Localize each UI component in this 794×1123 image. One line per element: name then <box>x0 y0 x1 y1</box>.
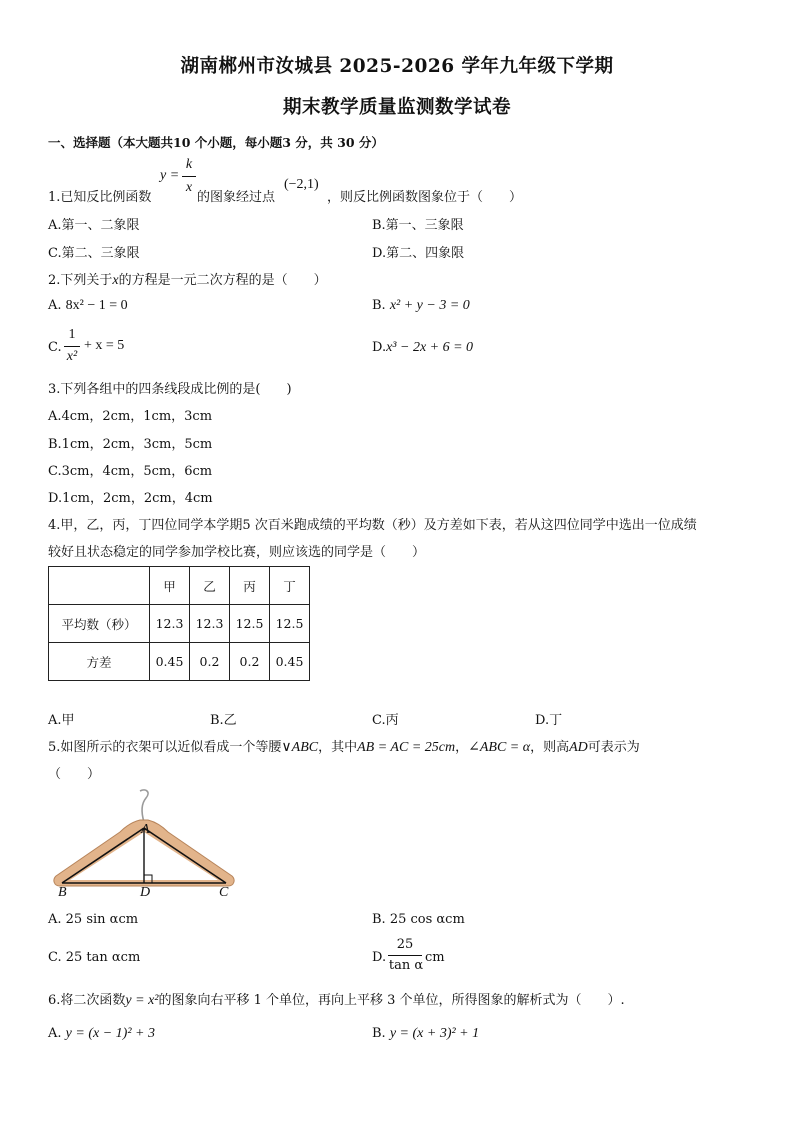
q5-option-d-label: D. <box>372 950 387 965</box>
q3-option-a: A.4cm，2cm，1cm，3cm <box>48 409 213 424</box>
table-cell: 12.5 <box>230 605 270 643</box>
q1-formula-den: x <box>185 180 193 195</box>
q2-option-b-label: B. <box>372 298 386 313</box>
q5-option-d-unit: cm <box>425 950 445 965</box>
q1-option-a: A.第一、二象限 <box>48 218 140 233</box>
table-cell: 0.45 <box>150 643 190 681</box>
q2-option-b <box>372 298 470 314</box>
q5-option-d-fraction-bar <box>388 955 422 956</box>
question-4-stem-line1: 4.甲，乙，丙，丁四位同学本学期5 次百米跑成绩的平均数（秒）及方差如下表，若从这四位同学中选出一位成绩 <box>48 518 697 533</box>
q6-stem-b: 的图象向右平移 1 个单位，再向上平移 3 个单位，所得图象的解析式为（ ）. <box>158 993 625 1008</box>
table-cell: 丙 <box>230 567 270 605</box>
q5-stem-line2: （ ） <box>48 767 101 782</box>
q5-stem-angle: ∠ABC = α <box>468 740 531 755</box>
question-4-stem-line2: 较好且状态稳定的同学参加学校比赛，则应该选的同学是（ ） <box>48 545 426 560</box>
q5-stem-b: ，其中 <box>318 740 358 755</box>
table-cell: 乙 <box>190 567 230 605</box>
question-3-stem: 3.下列各组中的四条线段成比例的是( ) <box>48 382 292 397</box>
table-cell <box>49 567 150 605</box>
q2-option-c-fraction-bar <box>64 346 80 347</box>
q3-option-d: D.1cm，2cm，2cm，4cm <box>48 491 213 506</box>
q1-stem-a: 1.已知反比例函数 <box>48 190 152 205</box>
fig-label-c: C <box>219 885 229 900</box>
q4-option-d: D.丁 <box>535 713 563 728</box>
q2-option-a-label: A. <box>48 298 62 313</box>
fig-label-a: A <box>141 822 150 837</box>
table-cell: 丁 <box>270 567 310 605</box>
q1-formula-y: y = <box>160 168 180 183</box>
q2-stem-var: x <box>112 273 119 288</box>
q1-option-d: D.第二、四象限 <box>372 246 465 261</box>
q2-option-a-expr: 8x² − 1 = 0 <box>65 298 128 313</box>
table-cell: 平均数（秒） <box>49 605 150 643</box>
q1-option-c: C.第二、三象限 <box>48 246 140 261</box>
q5-stem-e: 可表示为 <box>587 740 640 755</box>
q3-option-b: B.1cm，2cm，3cm，5cm <box>48 437 213 452</box>
exam-title-line1: 湖南郴州市汝城县 2025-2026 学年九年级下学期 <box>180 56 614 77</box>
q2-option-d-label: D. <box>372 340 387 355</box>
q1-stem-b: 的图象经过点 <box>197 190 276 205</box>
q5-option-b: B. 25 cos αcm <box>372 912 465 927</box>
question-6-stem <box>48 989 625 1009</box>
q6-option-b-label: B. <box>372 1026 386 1041</box>
table-cell: 0.45 <box>270 643 310 681</box>
q5-option-d-num: 25 <box>396 937 414 952</box>
q3-option-c: C.3cm，4cm，5cm，6cm <box>48 464 213 479</box>
q5-stem-ad: AD <box>569 740 588 755</box>
q6-option-a <box>48 1026 155 1042</box>
q5-option-d-den: tan α <box>388 958 424 973</box>
fig-label-d: D <box>140 885 151 900</box>
q2-option-c-den: x² <box>66 349 78 364</box>
question-2-stem <box>48 269 327 289</box>
q5-stem-d: ，则高 <box>530 740 570 755</box>
table-cell: 12.5 <box>270 605 310 643</box>
q2-option-d <box>372 340 473 356</box>
q4-option-c: C.丙 <box>372 713 399 728</box>
q1-option-b: B.第一、三象限 <box>372 218 464 233</box>
q2-option-c-label: C. <box>48 340 62 355</box>
q6-option-b-expr: y = (x + 3)² + 1 <box>389 1026 480 1041</box>
table-cell: 0.2 <box>230 643 270 681</box>
q2-stem-b: 的方程是一元二次方程的是（ ） <box>118 273 327 288</box>
q6-stem-func: y = x² <box>125 993 159 1008</box>
table-cell: 12.3 <box>150 605 190 643</box>
table-header-row <box>49 567 310 605</box>
q6-stem-a: 6.将二次函数 <box>48 993 126 1008</box>
score-table <box>48 566 310 681</box>
q6-option-a-expr: y = (x − 1)² + 3 <box>65 1026 155 1041</box>
table-cell: 0.2 <box>190 643 230 681</box>
q2-option-a <box>48 298 128 314</box>
table-cell: 12.3 <box>190 605 230 643</box>
q4-option-a: A.甲 <box>48 713 75 728</box>
q5-stem-eq: AB = AC = 25cm <box>357 740 456 755</box>
q5-option-c: C. 25 tan αcm <box>48 950 141 965</box>
q2-option-d-expr: x³ − 2x + 6 = 0 <box>386 340 474 355</box>
q4-option-b: B.乙 <box>210 713 237 728</box>
q6-option-b <box>372 1026 479 1042</box>
q1-fraction-bar <box>182 176 196 177</box>
q1-point: (−2,1) <box>284 177 319 192</box>
q2-option-c-num: 1 <box>68 327 76 342</box>
table-row <box>49 643 310 681</box>
q5-option-a: A. 25 sin αcm <box>48 912 139 927</box>
table-cell: 方差 <box>49 643 150 681</box>
section-heading: 一、选择题（本大题共10 个小题，每小题3 分，共 30 分） <box>48 135 384 150</box>
q6-option-a-label: A. <box>48 1026 62 1041</box>
q5-stem-a: 5.如图所示的衣架可以近似看成一个等腰 <box>48 740 282 755</box>
q2-option-b-expr: x² + y − 3 = 0 <box>389 298 470 313</box>
question-1-stem <box>48 162 152 205</box>
q1-stem-c: ，则反比例函数图象位于（ ） <box>327 190 523 205</box>
fig-label-b: B <box>58 885 67 900</box>
question-5-stem <box>48 736 640 756</box>
table-cell: 甲 <box>150 567 190 605</box>
q1-formula-num: k <box>185 157 193 172</box>
exam-title-line2: 期末教学质量监测数学试卷 <box>282 97 511 118</box>
q2-option-c-rest: + x = 5 <box>84 338 125 353</box>
hanger-hook <box>140 790 148 822</box>
q5-stem-c: ， <box>455 740 469 755</box>
q2-stem-a: 2.下列关于 <box>48 273 113 288</box>
q5-stem-tri: ∨ABC <box>281 740 319 755</box>
table-row <box>49 605 310 643</box>
